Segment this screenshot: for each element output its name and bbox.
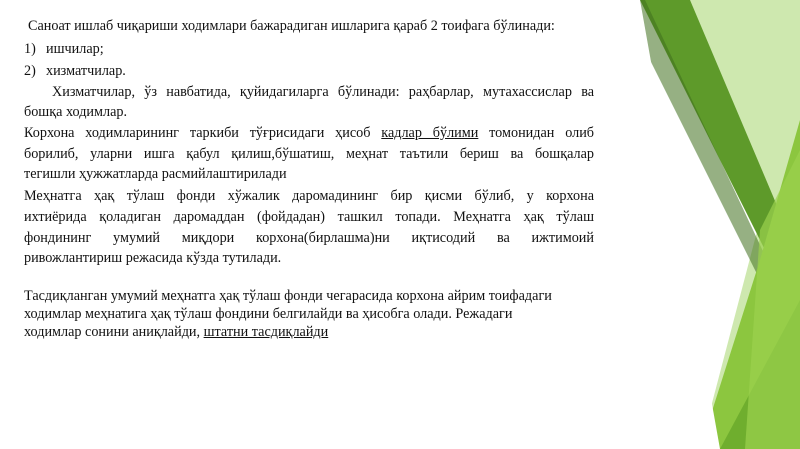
- shtat-link[interactable]: штатни тасдиқлайди: [203, 324, 329, 340]
- para2-line2: борилиб, уларни ишга қабул қилиш,бўшатиш, меҳнат таътили бериш ва бошқалар: [24, 146, 594, 162]
- para4-line2: ходимлар меҳнатига ҳақ тўлаш фондини белгилайди ва ҳисобга олади. Режадаги: [24, 306, 513, 322]
- para3-line3: фондининг умумий миқдори корхона(бирлашма)ни иқтисодий ва ижтимоий: [24, 230, 594, 246]
- para4-line3: [24, 323, 328, 342]
- list-text: хизматчилар.: [46, 63, 126, 79]
- para3-line2: ихтиёрида қоладиган даромаддан (фойдадан) ташкил топади. Меҳнатга ҳақ тўлаш: [24, 209, 594, 225]
- para3-line4: ривожлантириш режасида кўзда тутилади.: [24, 250, 282, 266]
- list-number: 1): [24, 41, 36, 57]
- list-number: 2): [24, 63, 36, 79]
- kadrlar-link[interactable]: кадлар бўлими: [381, 125, 479, 141]
- list-item: [24, 40, 104, 59]
- para3-line1: Меҳнатга ҳақ тўлаш фонди хўжалик даромадининг бир қисми бўлиб, у корхона: [24, 188, 594, 204]
- para4-text-a: ходимлар сонини аниқлайди,: [24, 324, 201, 340]
- para2-line1: [24, 124, 594, 143]
- para2-text-a: Корхона ходимларининг таркиби тўғрисидаги ҳисоб: [24, 125, 371, 141]
- intro-line: Саноат ишлаб чиқариши ходимлари бажарадиган ишларига қараб 2 тоифага бўлинади:: [28, 18, 555, 34]
- list-text: ишчилар;: [46, 41, 104, 57]
- para1-line2: бошқа ходимлар.: [24, 104, 128, 120]
- para2-line3: тегишли ҳужжатларда расмийлаштирилади: [24, 166, 287, 182]
- para2-text-b: томонидан олиб: [489, 125, 594, 141]
- para4-line1: Тасдиқланган умумий меҳнатга ҳақ тўлаш фонди чегарасида корхона айрим тоифадаги: [24, 288, 552, 304]
- para1-line1: Хизматчилар, ўз навбатида, қуйидагиларга бўлинади: раҳбарлар, мутахассислар ва: [52, 84, 594, 100]
- list-item: [24, 62, 126, 81]
